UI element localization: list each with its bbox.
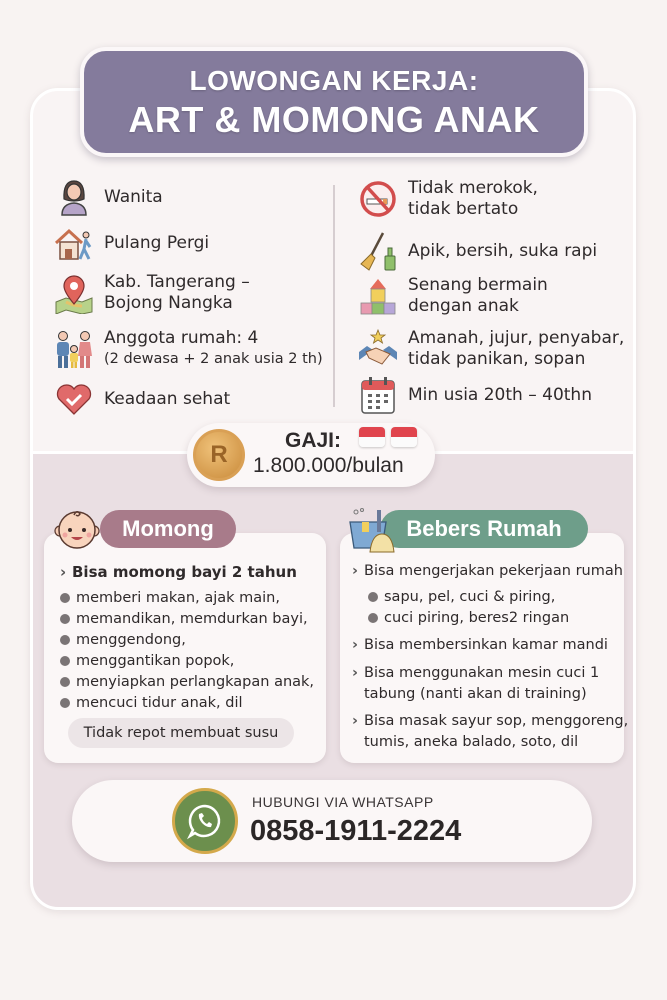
requirement-text: Wanita [104, 186, 163, 207]
requirement-text: Tidak merokok, tidak bertato [408, 178, 538, 219]
chevron-right-icon: › [352, 637, 358, 653]
title-line-1: LOWONGAN KERJA: [189, 65, 479, 96]
momong-heading: › Bisa momong bayi 2 tahun [60, 563, 297, 581]
momong-item: memberi makan, ajak main, [60, 589, 280, 607]
chevron-right-icon: › [352, 563, 358, 579]
map-pin-icon [52, 271, 96, 315]
requirement-health [52, 377, 230, 421]
woman-icon [52, 175, 96, 219]
requirement-gender [52, 175, 163, 219]
requirement-location [52, 271, 250, 315]
whatsapp-icon [172, 788, 238, 854]
chevron-right-icon: › [352, 713, 358, 729]
bebers-title: Bebers Rumah [380, 510, 588, 548]
requirement-text: Pulang Pergi [104, 232, 210, 253]
check-bullet-icon [368, 613, 378, 623]
check-bullet-icon [60, 656, 70, 666]
indonesia-flag-icon [359, 427, 385, 447]
requirement-commute [52, 221, 209, 265]
momong-item: memandikan, memdurkan bayi, [60, 610, 308, 628]
baby-icon [52, 505, 102, 559]
indonesia-flag-icon [391, 427, 417, 447]
column-divider [333, 185, 335, 407]
calendar-icon [356, 373, 400, 417]
salary-badge [187, 423, 435, 487]
momong-note: Tidak repot membuat susu [68, 718, 294, 748]
salary-amount: 1.800.000/bulan [253, 454, 404, 477]
no-smoking-icon [356, 177, 400, 221]
bebers-item: › Bisa menggunakan mesin cuci 1 [352, 665, 600, 681]
bebers-subitem: cuci piring, beres2 ringan [368, 609, 569, 627]
momong-item: menggendong, [60, 631, 186, 649]
requirement-household [52, 327, 323, 371]
requirement-tidy [356, 229, 597, 273]
whatsapp-contact[interactable] [72, 780, 592, 862]
check-bullet-icon [368, 592, 378, 602]
requirement-character [356, 327, 624, 371]
requirement-text: Amanah, jujur, penyabar, tidak panikan, sopan [408, 328, 625, 369]
check-bullet-icon [60, 677, 70, 687]
handshake-icon [356, 327, 400, 371]
requirement-age [356, 373, 592, 417]
broom-icon [356, 229, 400, 273]
heart-check-icon [52, 377, 96, 421]
requirement-text: Anggota rumah: 4 (2 dewasa + 2 anak usia 2 th) [104, 328, 323, 367]
check-bullet-icon [60, 635, 70, 645]
requirement-text: Apik, bersih, suka rapi [408, 240, 598, 261]
phone-number[interactable]: 0858-1911-2224 [250, 815, 462, 847]
requirement-no-smoking [356, 177, 538, 221]
coin-icon: R [193, 429, 245, 481]
momong-item: menyiapkan perlangkapan anak, [60, 673, 314, 691]
bebers-item: › Bisa mengerjakan pekerjaan rumah [352, 563, 623, 579]
momong-item: menggantikan popok, [60, 652, 234, 670]
chevron-right-icon: › [352, 665, 358, 681]
title-banner [80, 47, 588, 157]
title-line-2: ART & MOMONG ANAK [128, 99, 540, 140]
check-bullet-icon [60, 593, 70, 603]
bebers-item-cont: tabung (nanti akan di training) [364, 686, 587, 702]
requirement-play [356, 274, 548, 318]
family-icon [52, 327, 96, 371]
momong-title: Momong [100, 510, 236, 548]
requirement-text: Min usia 20th – 40thn [408, 384, 592, 405]
requirement-text: Kab. Tangerang – Bojong Nangka [104, 272, 250, 313]
cleaning-bucket-icon [348, 508, 398, 560]
bebers-item-cont: tumis, aneka balado, soto, dil [364, 734, 579, 750]
toy-blocks-icon [356, 274, 400, 318]
bebers-subitem: sapu, pel, cuci & piring, [368, 588, 555, 606]
requirement-text: Senang bermain dengan anak [408, 275, 548, 316]
check-bullet-icon [60, 698, 70, 708]
chevron-right-icon: › [60, 563, 67, 581]
house-commute-icon [52, 221, 96, 265]
bebers-item: › Bisa masak sayur sop, menggoreng, [352, 713, 629, 729]
requirement-text: Keadaan sehat [104, 388, 231, 409]
salary-label: GAJI: [285, 429, 342, 452]
whatsapp-label: HUBUNGI VIA WHATSAPP [252, 794, 434, 810]
check-bullet-icon [60, 614, 70, 624]
momong-item: mencuci tidur anak, dil [60, 694, 243, 712]
bebers-item: › Bisa membersinkan kamar mandi [352, 637, 608, 653]
